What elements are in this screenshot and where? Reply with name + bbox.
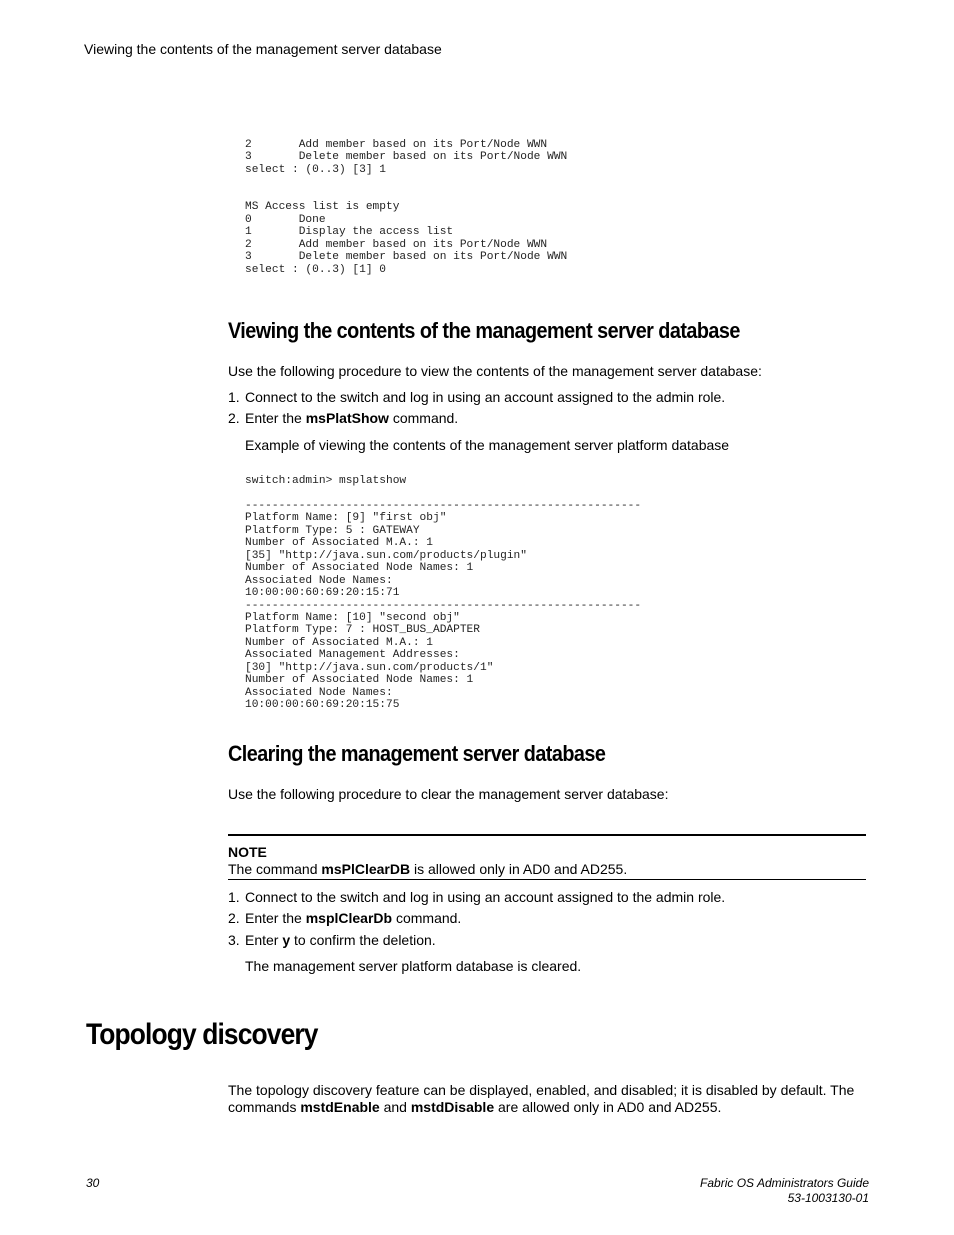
step-text: Enter the [245, 910, 306, 926]
page-number: 30 [86, 1176, 100, 1190]
note-label: NOTE [228, 844, 267, 860]
step-text: command. [388, 410, 459, 426]
step-text: Enter [245, 932, 283, 948]
note-text-post: is allowed only in AD0 and AD255. [410, 861, 628, 877]
step-clear-2 [228, 910, 461, 926]
note-text [228, 861, 627, 878]
chapter-heading-topology: Topology discovery [86, 1018, 318, 1051]
topology-line-1: The topology discovery feature can be displayed, enabled, and disabled; it is disabled by default. The [228, 1082, 855, 1098]
code-block-menu: 2 Add member based on its Port/Node WWN 3 Delete member based on its Port/Node WWN select : (0..3) [3] 1 MS Access list is empty 0 Done 1 Display the access list 2 Add member based on its Port/Node WWN 3 Delete member based on its Port/Node WWN select : (0..3) [1] 0 [245, 139, 568, 276]
command-name: y [282, 932, 291, 948]
step-view-1 [228, 389, 725, 405]
step-number: 2. [228, 410, 240, 426]
code-block-msplatshow: switch:admin> msplatshow ----------------------------------------------------------- Platform Name: [9] "first obj" Platform Type: 5 : GATEWAY Number of Associated M.A.: 1 [35] "http://java.sun.com/products/plugin" Number of Associated Node Names: 1 Associated Node Names: 10:00:00:60:69:20:15:71 ----------------------------------------------------------- Platform Name: [10] "second obj" Platform Type: 7 : HOST_BUS_ADAPTER Number of Associated M.A.: 1 Associated Management Addresses: [30] "http://java.sun.com/products/1" Number of Associated Node Names: 1 Associated Node Names: 10:00:00:60:69:20:15:75 [245, 475, 642, 712]
clear-result: The management server platform database is cleared. [245, 958, 582, 974]
section-intro-view: Use the following procedure to view the contents of the management server database: [228, 363, 762, 379]
text-run: and [379, 1099, 411, 1115]
step-text: Enter the [245, 410, 306, 426]
step-clear-1 [228, 889, 725, 905]
step-text: command. [392, 910, 462, 926]
example-caption: Example of viewing the contents of the management server platform database [245, 437, 730, 453]
command-name: msPlClearDB [321, 861, 411, 877]
section-intro-clear: Use the following procedure to clear the management server database: [228, 786, 669, 802]
section-heading-view: Viewing the contents of the management server database [228, 318, 740, 343]
step-number: 2. [228, 910, 240, 926]
topology-line-2 [228, 1099, 854, 1116]
text-run: are allowed only in AD0 and AD255. [494, 1099, 722, 1115]
command-name: msplClearDb [305, 910, 393, 926]
step-text: Connect to the switch and log in using an account assigned to the admin role. [245, 389, 726, 405]
note-text-pre: The command [228, 861, 322, 877]
section-heading-clear: Clearing the management server database [228, 741, 606, 766]
note-top-rule [228, 834, 866, 836]
topology-paragraph [228, 1082, 854, 1116]
command-name: mstdEnable [300, 1099, 380, 1115]
text-run: commands [228, 1099, 301, 1115]
guide-title: Fabric OS Administrators Guide [700, 1176, 869, 1190]
footer-doc-info [700, 1176, 869, 1206]
step-number: 1. [228, 889, 240, 905]
command-name: mstdDisable [410, 1099, 495, 1115]
step-number: 3. [228, 932, 240, 948]
step-text: to confirm the deletion. [290, 932, 436, 948]
doc-number: 53-1003130-01 [787, 1191, 869, 1205]
step-view-2 [228, 410, 458, 426]
command-name: msPlatShow [305, 410, 389, 426]
step-number: 1. [228, 389, 240, 405]
note-bottom-rule [228, 879, 866, 880]
step-text: Connect to the switch and log in using an account assigned to the admin role. [245, 889, 726, 905]
step-clear-3 [228, 932, 436, 948]
running-header: Viewing the contents of the management server database [84, 41, 442, 57]
